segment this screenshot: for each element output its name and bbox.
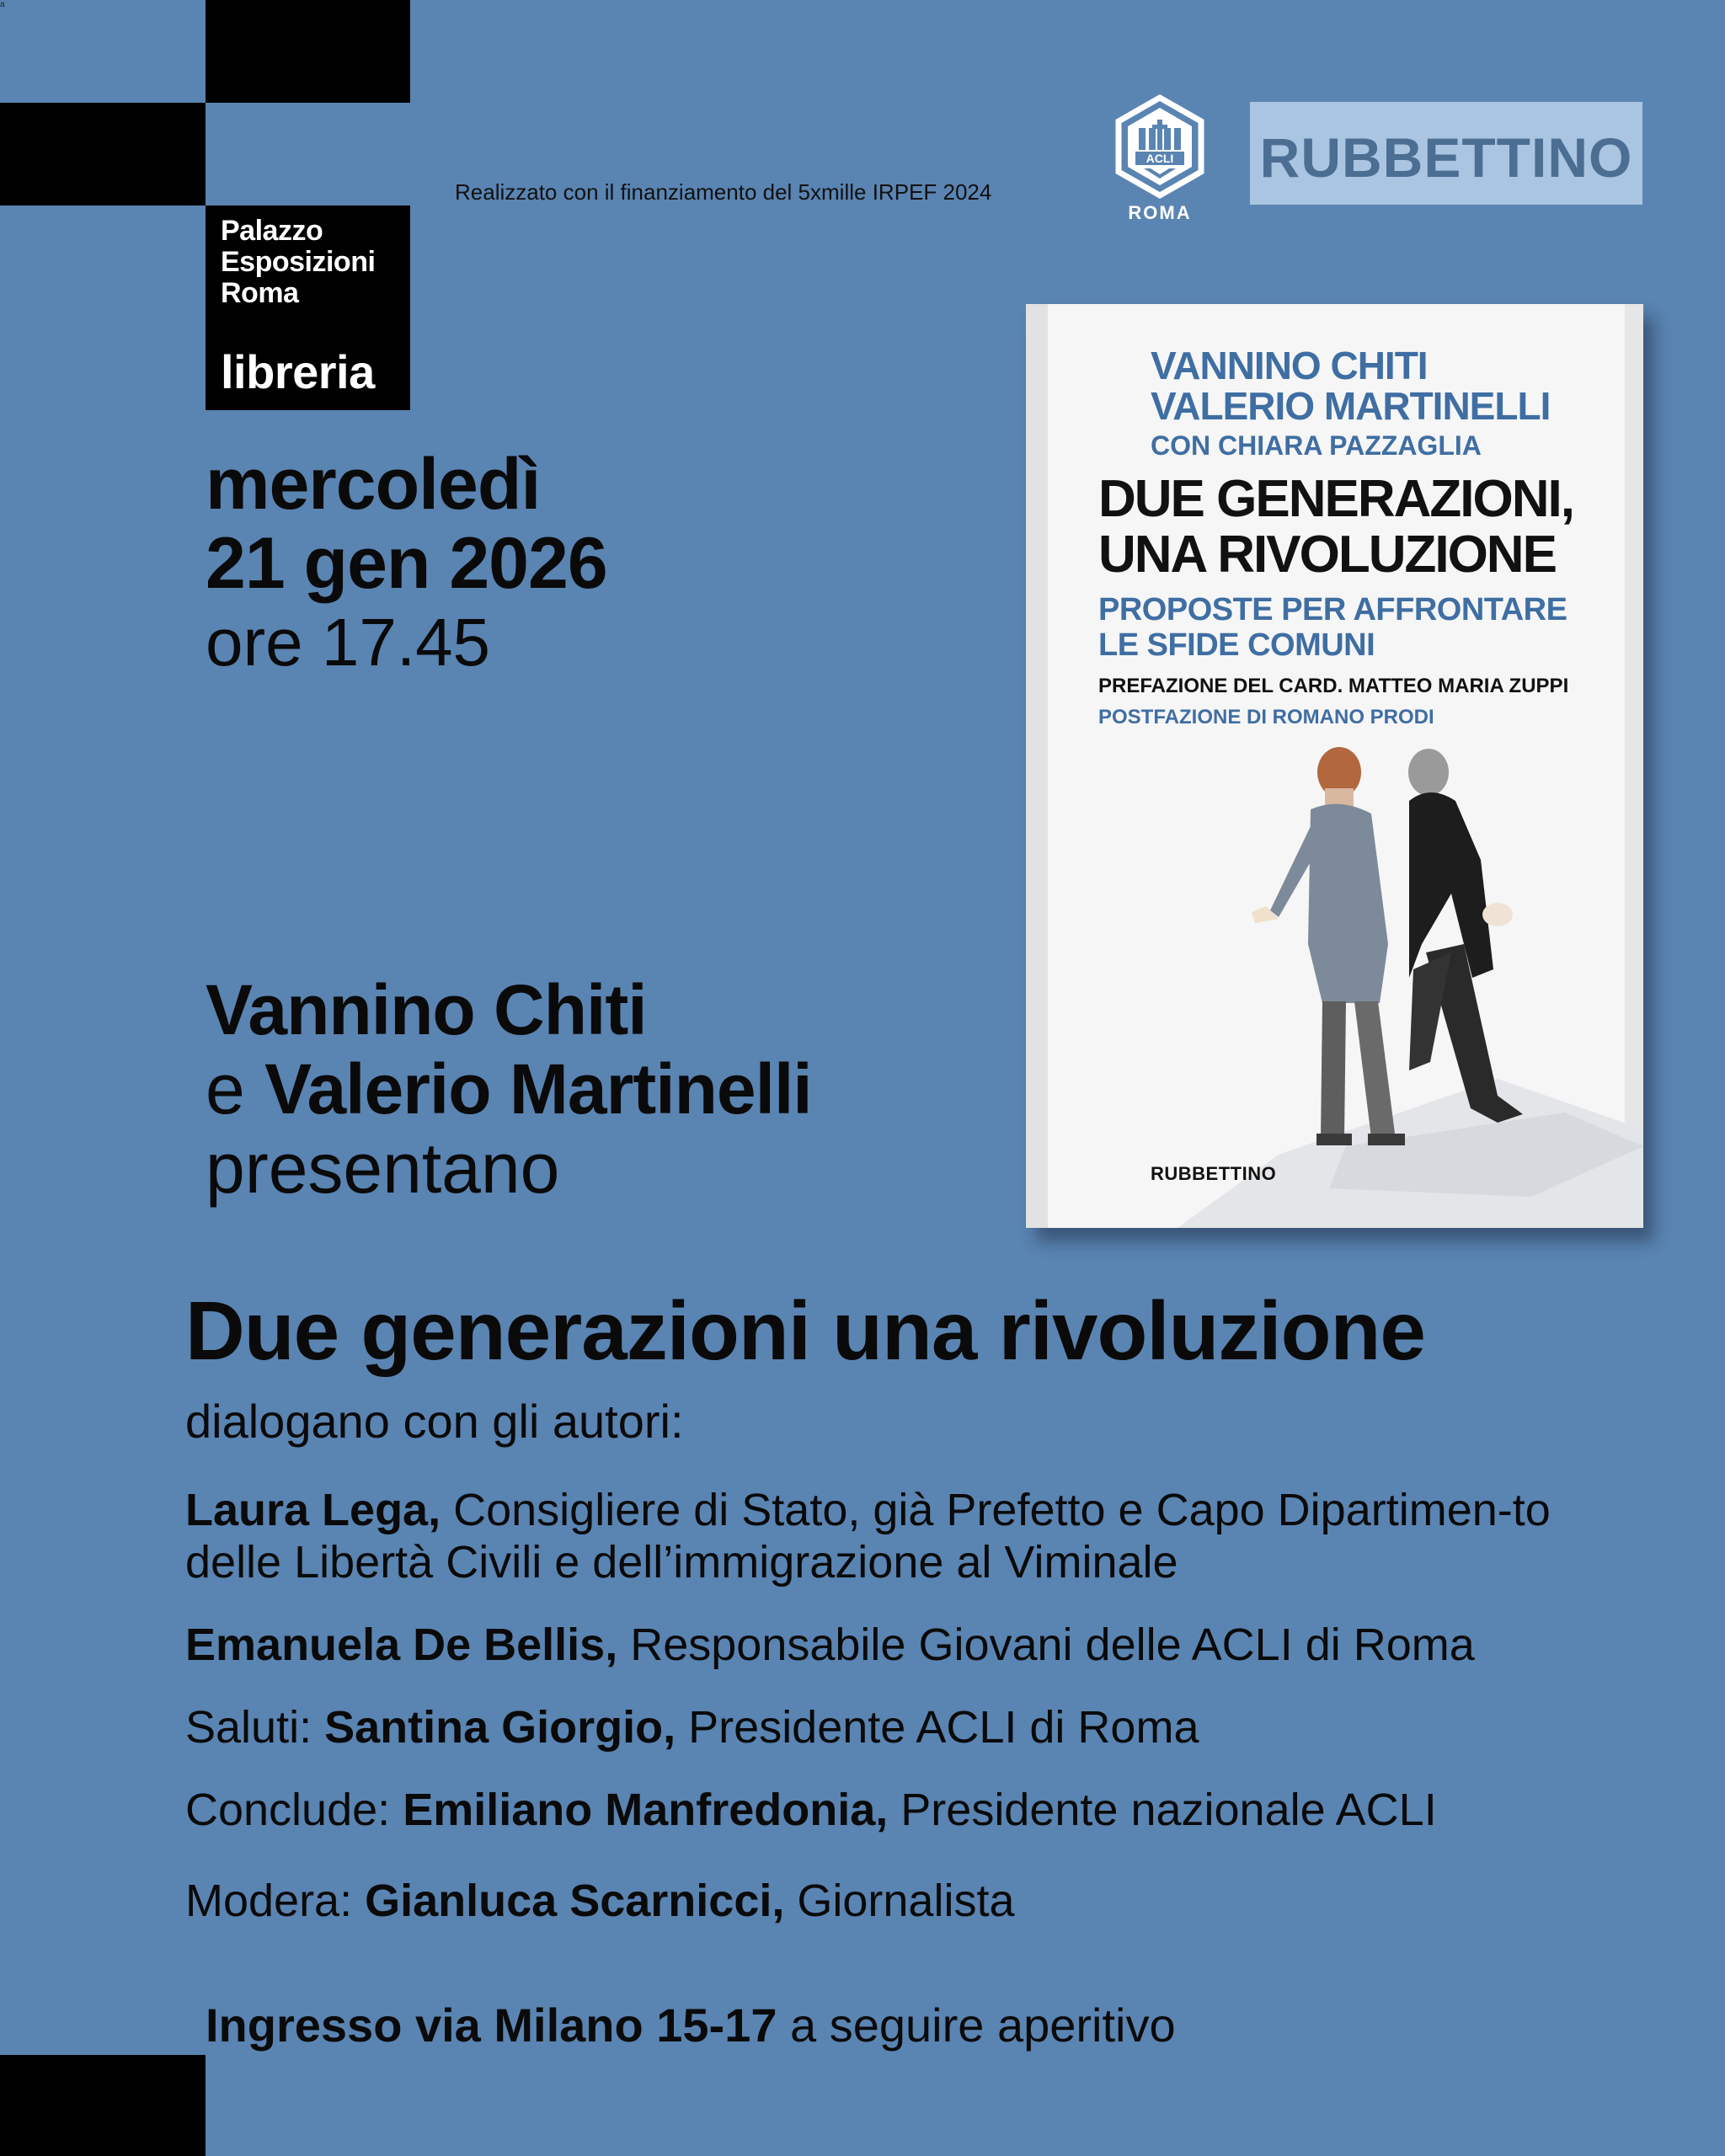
acli-logo-icon	[1110, 94, 1210, 204]
acli-logo-text: ACLI	[1146, 152, 1174, 165]
entrance-address: Ingresso via Milano 15-17	[206, 1999, 777, 2052]
participant-5	[185, 1875, 1014, 1927]
participant-5-name: Gianluca Scarnicci,	[365, 1876, 785, 1926]
cover-title-line-2: UNA RIVOLUZIONE	[1098, 526, 1556, 584]
decor-block-bottom	[0, 2055, 206, 2156]
presenter-connector: e	[206, 1049, 245, 1129]
participant-1	[185, 1484, 1642, 1588]
funding-note: Realizzato con il finanziamento del 5xmille IRPEF 2024	[455, 179, 992, 205]
cover-subtitle-line-2: LE SFIDE COMUNI	[1098, 627, 1375, 663]
cover-title-line-1: DUE GENERAZIONI,	[1098, 470, 1573, 528]
event-title: Due generazioni una rivoluzione	[185, 1284, 1425, 1377]
entrance-note: a seguire aperitivo	[790, 1999, 1176, 2052]
participant-2-role: Responsabile Giovani delle ACLI di Roma	[630, 1620, 1475, 1670]
participant-3	[185, 1701, 1199, 1753]
corner-mark: a	[0, 0, 5, 9]
cover-subtitle-line-1: PROPOSTE PER AFFRONTARE	[1098, 592, 1567, 627]
participant-3-role: Presidente ACLI di Roma	[688, 1702, 1199, 1753]
participant-4	[185, 1784, 1437, 1836]
cover-with: CON CHIARA PAZZAGLIA	[1151, 430, 1482, 461]
event-date: 21 gen 2026	[206, 523, 607, 604]
rubbettino-logo	[1250, 102, 1642, 205]
participant-4-role: Presidente nazionale ACLI	[900, 1785, 1437, 1835]
palazzo-esposizioni-logo	[206, 205, 410, 410]
participant-3-name: Santina Giorgio,	[324, 1702, 676, 1753]
palazzo-logo-name: Palazzo Esposizioni Roma	[221, 215, 376, 309]
book-cover	[1026, 304, 1643, 1228]
participant-1-role: Consigliere di Stato, già Prefetto e Capo Dipartimen-to delle Libertà Civili e dell’immigrazione al Viminale	[185, 1485, 1551, 1588]
participant-1-name: Laura Lega,	[185, 1485, 441, 1535]
participant-5-prefix: Modera:	[185, 1876, 353, 1926]
acli-logo-city: ROMA	[1128, 202, 1192, 223]
event-time: ore 17.45	[206, 605, 491, 680]
participant-2-name: Emanuela De Bellis,	[185, 1620, 618, 1670]
event-weekday: mercoledì	[206, 444, 541, 525]
palazzo-logo-libreria: libreria	[221, 345, 375, 398]
presenter-2: Valerio Martinelli	[264, 1049, 812, 1129]
participant-4-prefix: Conclude:	[185, 1785, 391, 1835]
two-men-walking-illustration	[1026, 304, 1643, 1228]
participant-4-name: Emiliano Manfredonia,	[403, 1785, 889, 1835]
participant-5-role: Giornalista	[797, 1876, 1015, 1926]
participant-3-prefix: Saluti:	[185, 1702, 312, 1753]
presenters-block	[206, 970, 812, 1208]
participant-2	[185, 1619, 1475, 1671]
cover-author-1: VANNINO CHITI	[1151, 344, 1428, 387]
event-date-block	[206, 445, 607, 682]
cover-preface: PREFAZIONE DEL CARD. MATTEO MARIA ZUPPI	[1098, 675, 1569, 697]
cover-postface: POSTFAZIONE DI ROMANO PRODI	[1098, 706, 1434, 728]
rubbettino-logo-text: RUBBETTINO	[1259, 126, 1633, 189]
decor-block-left	[0, 103, 206, 205]
cover-publisher: RUBBETTINO	[1151, 1163, 1277, 1184]
decor-block-top	[206, 0, 410, 103]
presenter-1: Vannino Chiti	[206, 970, 647, 1049]
presenters-verb: presentano	[206, 1129, 560, 1208]
entrance-info	[206, 1998, 1176, 2052]
dialog-intro: dialogano con gli autori:	[185, 1395, 684, 1448]
cover-author-2: VALERIO MARTINELLI	[1151, 384, 1551, 428]
